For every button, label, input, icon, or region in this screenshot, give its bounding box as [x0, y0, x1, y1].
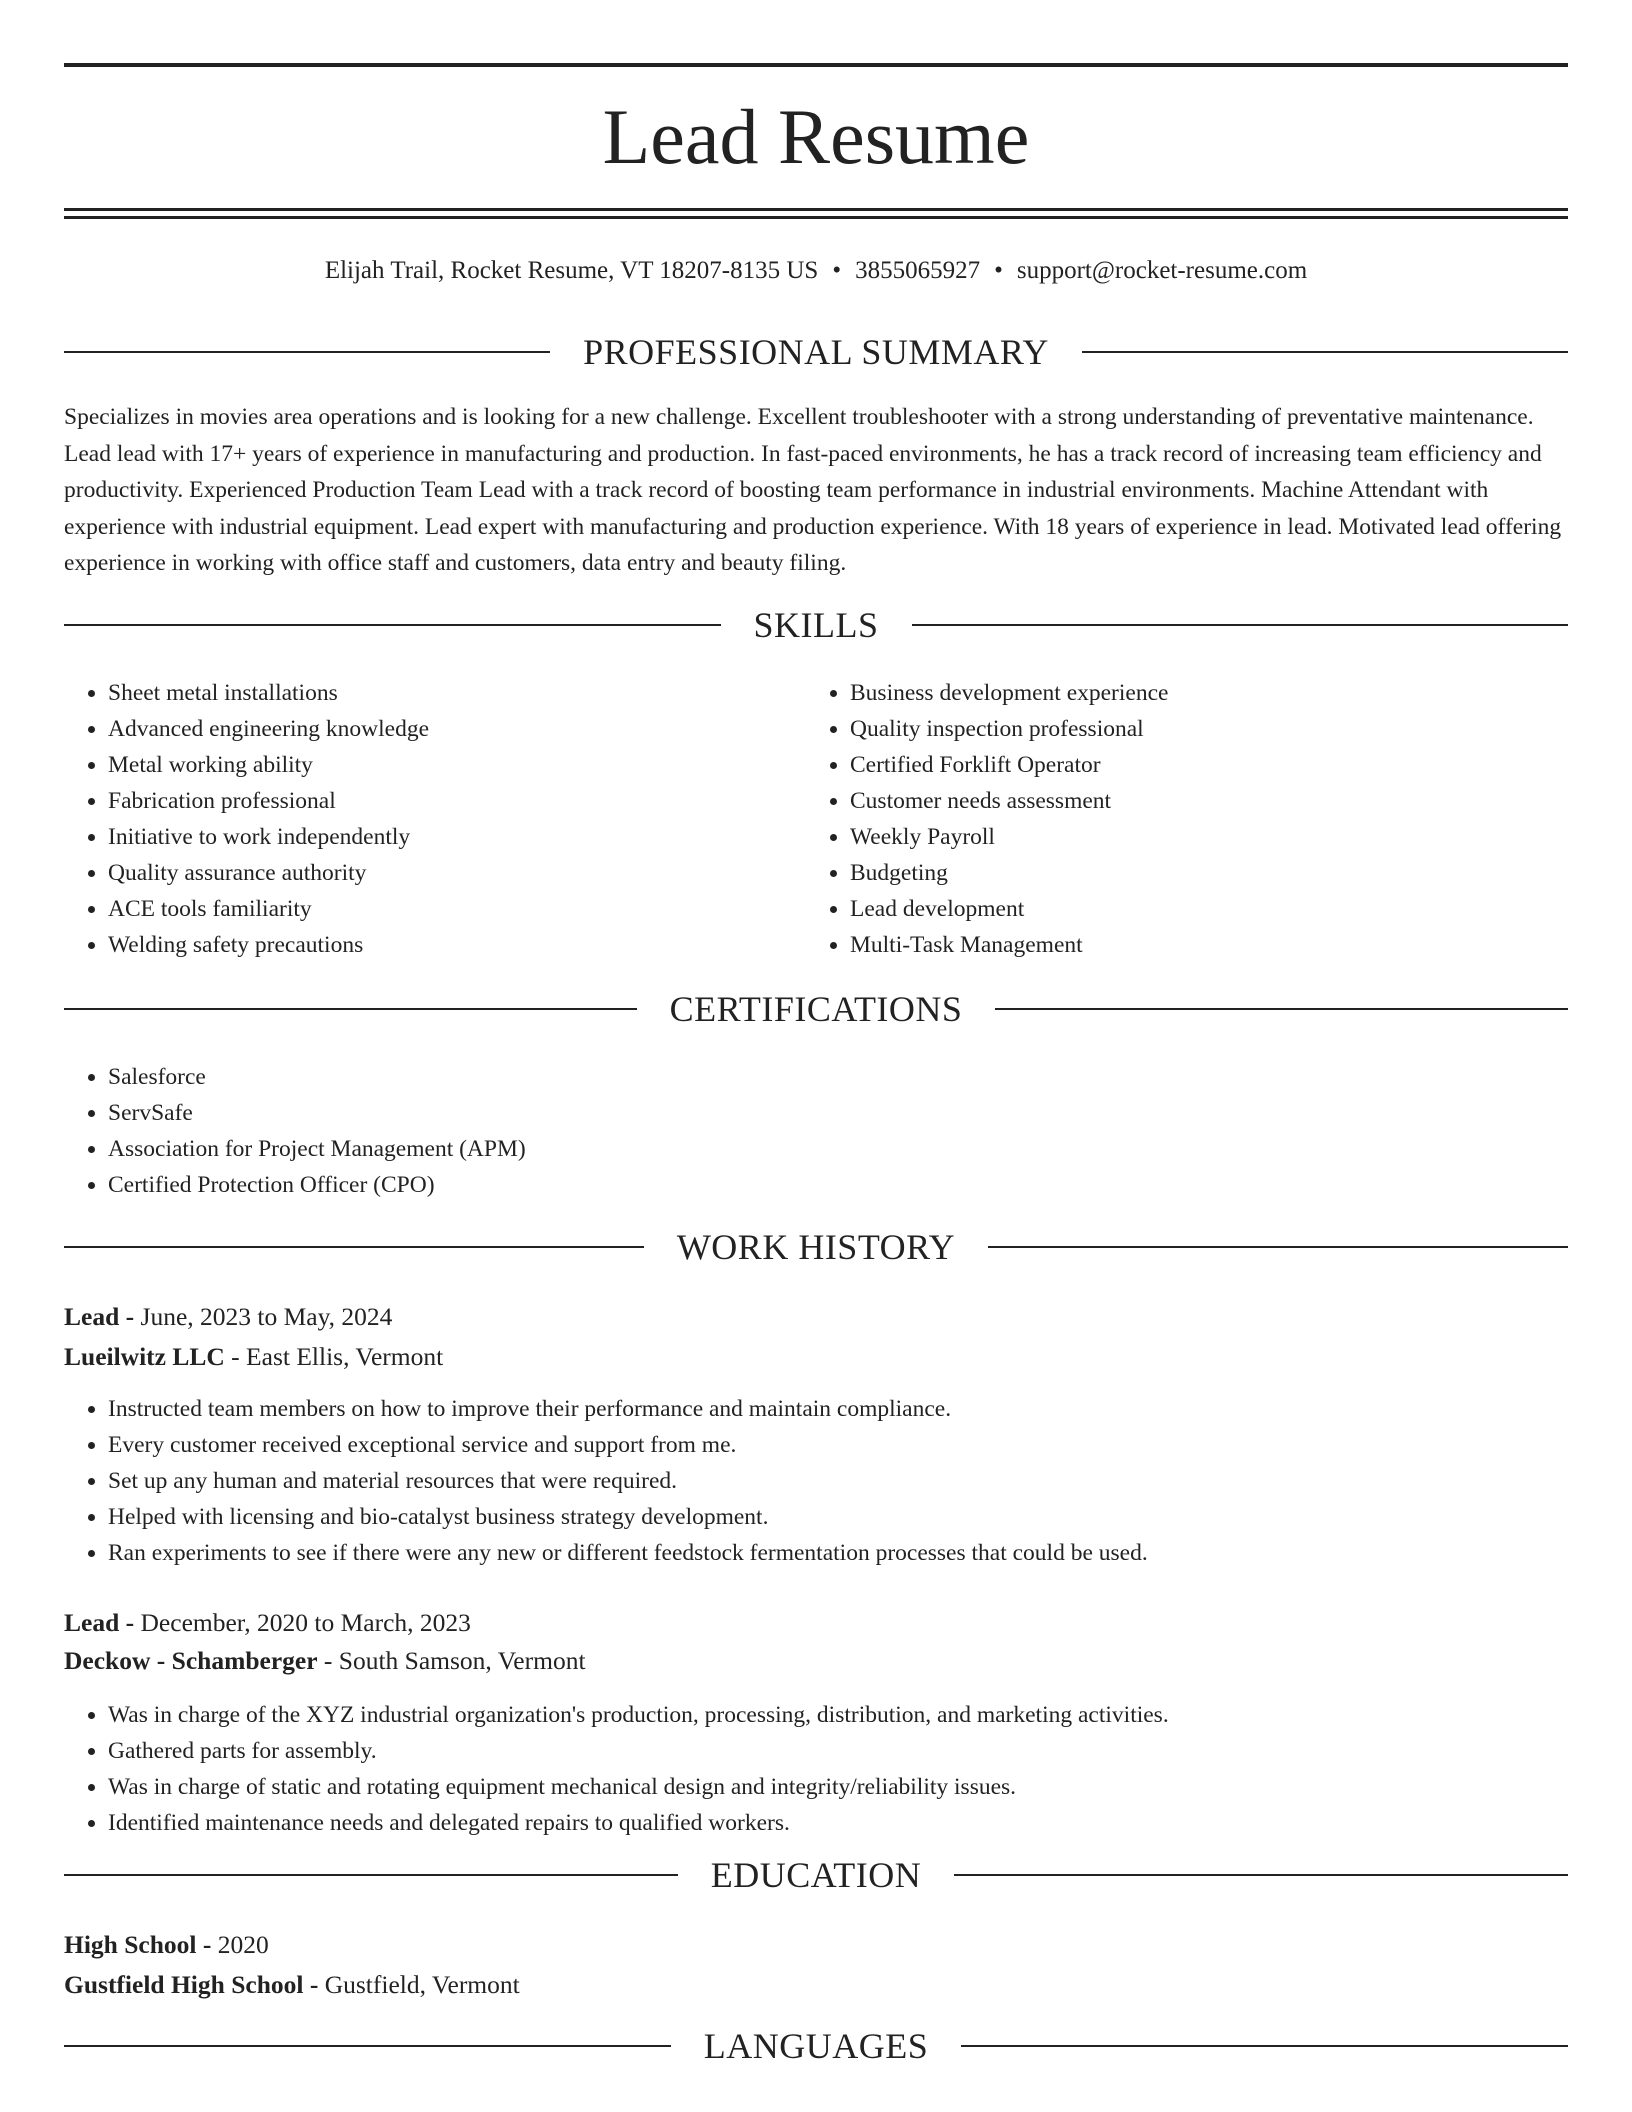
section-heading-summary [64, 330, 1568, 374]
list-item: • Sheet metal installations [108, 675, 808, 711]
heading-rule [912, 624, 1569, 626]
job-bullets [64, 1697, 1568, 1841]
list-item: • Multi-Task Management [850, 927, 1550, 963]
top-rule [64, 63, 1568, 67]
job-dates: June, 2023 to May, 2024 [140, 1302, 393, 1331]
dash: - [125, 1302, 135, 1331]
list-item: • Set up any human and material resources that were required. [108, 1463, 1568, 1499]
resume-title: Lead Resume [602, 93, 1030, 180]
section-title: EDUCATION [710, 1855, 922, 1895]
list-item: • Quality inspection professional [850, 711, 1550, 747]
education-degree: High School [64, 1930, 197, 1959]
list-item: • Initiative to work independently [108, 819, 808, 855]
job-bullets [64, 1391, 1568, 1571]
list-item: • Association for Project Management (APM) [108, 1131, 1108, 1167]
job-title-line [64, 1299, 1568, 1335]
section-title: SKILLS [753, 605, 879, 645]
title-underline-1 [64, 208, 1568, 211]
job-title: Lead [64, 1302, 120, 1331]
list-item: • Ran experiments to see if there were any new or different feedstock fermentation processes that could be used. [108, 1535, 1568, 1571]
contact-email: support@rocket-resume.com [1016, 257, 1308, 284]
list-item: • Customer needs assessment [850, 783, 1550, 819]
heading-rule [64, 1874, 678, 1876]
list-item: • Quality assurance authority [108, 855, 808, 891]
education-location: Gustfield, Vermont [324, 1970, 520, 1999]
heading-rule [954, 1874, 1568, 1876]
heading-rule [988, 1246, 1568, 1248]
title-underline-2 [64, 216, 1568, 219]
job-title-line [64, 1605, 1568, 1641]
summary-text: Specializes in movies area operations and is looking for a new challenge. Excellent troubleshooter with a strong understanding of preventative maintenance. Lead lead with 17+ years of experience in manufacturing and production. In fast-paced environments, he has a track record of increasing team efficiency and productivity. Experienced Production Team Lead with a track record of boosting team performance in industrial environments. Machine Attendant with experience with industrial equipment. Lead expert with manufacturing and production experience. With 18 years of experience in lead. Motivated lead offering experience in working with office staff and customers, data entry and beauty filing. [64, 404, 1562, 576]
list-item: • Identified maintenance needs and delegated repairs to qualified workers. [108, 1805, 1568, 1841]
job-company-line [64, 1643, 1568, 1679]
list-item: • Every customer received exceptional service and support from me. [108, 1427, 1568, 1463]
section-heading-education [64, 1853, 1568, 1897]
section-title: WORK HISTORY [676, 1227, 956, 1267]
list-item: • Was in charge of the XYZ industrial organization's production, processing, distribution, and marketing activities. [108, 1697, 1568, 1733]
skills-list-right [806, 675, 1550, 963]
contact-separator: • [994, 257, 1003, 284]
heading-rule [961, 2045, 1568, 2047]
list-item: • Helped with licensing and bio-catalyst business strategy development. [108, 1499, 1568, 1535]
skills-list-left [64, 675, 808, 963]
list-item: • Welding safety precautions [108, 927, 808, 963]
list-item: • Fabrication professional [108, 783, 808, 819]
education-school: Gustfield High School [64, 1970, 304, 1999]
list-item: • ACE tools familiarity [108, 891, 808, 927]
dash: - [323, 1646, 333, 1675]
list-item: • Certified Forklift Operator [850, 747, 1550, 783]
list-item: • ServSafe [108, 1095, 1108, 1131]
dash: - [231, 1342, 240, 1371]
section-heading-work-history [64, 1225, 1568, 1269]
dash: - [202, 1930, 212, 1959]
job-dates: December, 2020 to March, 2023 [140, 1608, 471, 1637]
list-item: • Lead development [850, 891, 1550, 927]
job-company-line [64, 1339, 1568, 1375]
list-item: • Weekly Payroll [850, 819, 1550, 855]
job-company: Deckow - Schamberger [64, 1646, 318, 1675]
heading-rule [64, 624, 721, 626]
list-item: • Business development experience [850, 675, 1550, 711]
list-item: • Instructed team members on how to improve their performance and maintain compliance. [108, 1391, 1568, 1427]
section-heading-languages [64, 2024, 1568, 2068]
education-degree-line [64, 1927, 1568, 1963]
job-company: Lueilwitz LLC [64, 1342, 225, 1371]
heading-rule [64, 2045, 671, 2047]
section-heading-skills [64, 603, 1568, 647]
certifications-list [64, 1059, 1108, 1203]
list-item: • Salesforce [108, 1059, 1108, 1095]
list-item: • Advanced engineering knowledge [108, 711, 808, 747]
education-school-line [64, 1967, 1568, 2003]
job-location: East Ellis, Vermont [246, 1342, 444, 1371]
contact-separator: • [832, 257, 842, 284]
job-location: South Samson, Vermont [338, 1646, 586, 1675]
section-title: CERTIFICATIONS [669, 989, 963, 1029]
education-year: 2020 [217, 1930, 269, 1959]
contact-phone: 3855065927 [855, 257, 981, 284]
section-title: PROFESSIONAL SUMMARY [583, 332, 1049, 372]
heading-rule [1082, 351, 1568, 353]
dash: - [125, 1608, 135, 1637]
dash: - [309, 1970, 319, 1999]
list-item: • Gathered parts for assembly. [108, 1733, 1568, 1769]
heading-rule [995, 1008, 1568, 1010]
section-heading-certifications [64, 987, 1568, 1031]
heading-rule [64, 351, 550, 353]
contact-address: Elijah Trail, Rocket Resume, VT 18207-8135 US [324, 257, 819, 284]
section-title: LANGUAGES [703, 2026, 929, 2066]
heading-rule [64, 1246, 644, 1248]
heading-rule [64, 1008, 637, 1010]
list-item: • Was in charge of static and rotating equipment mechanical design and integrity/reliability issues. [108, 1769, 1568, 1805]
contact-line [64, 254, 1568, 288]
list-item: • Metal working ability [108, 747, 808, 783]
list-item: • Budgeting [850, 855, 1550, 891]
list-item: • Certified Protection Officer (CPO) [108, 1167, 1108, 1203]
job-title: Lead [64, 1608, 120, 1637]
